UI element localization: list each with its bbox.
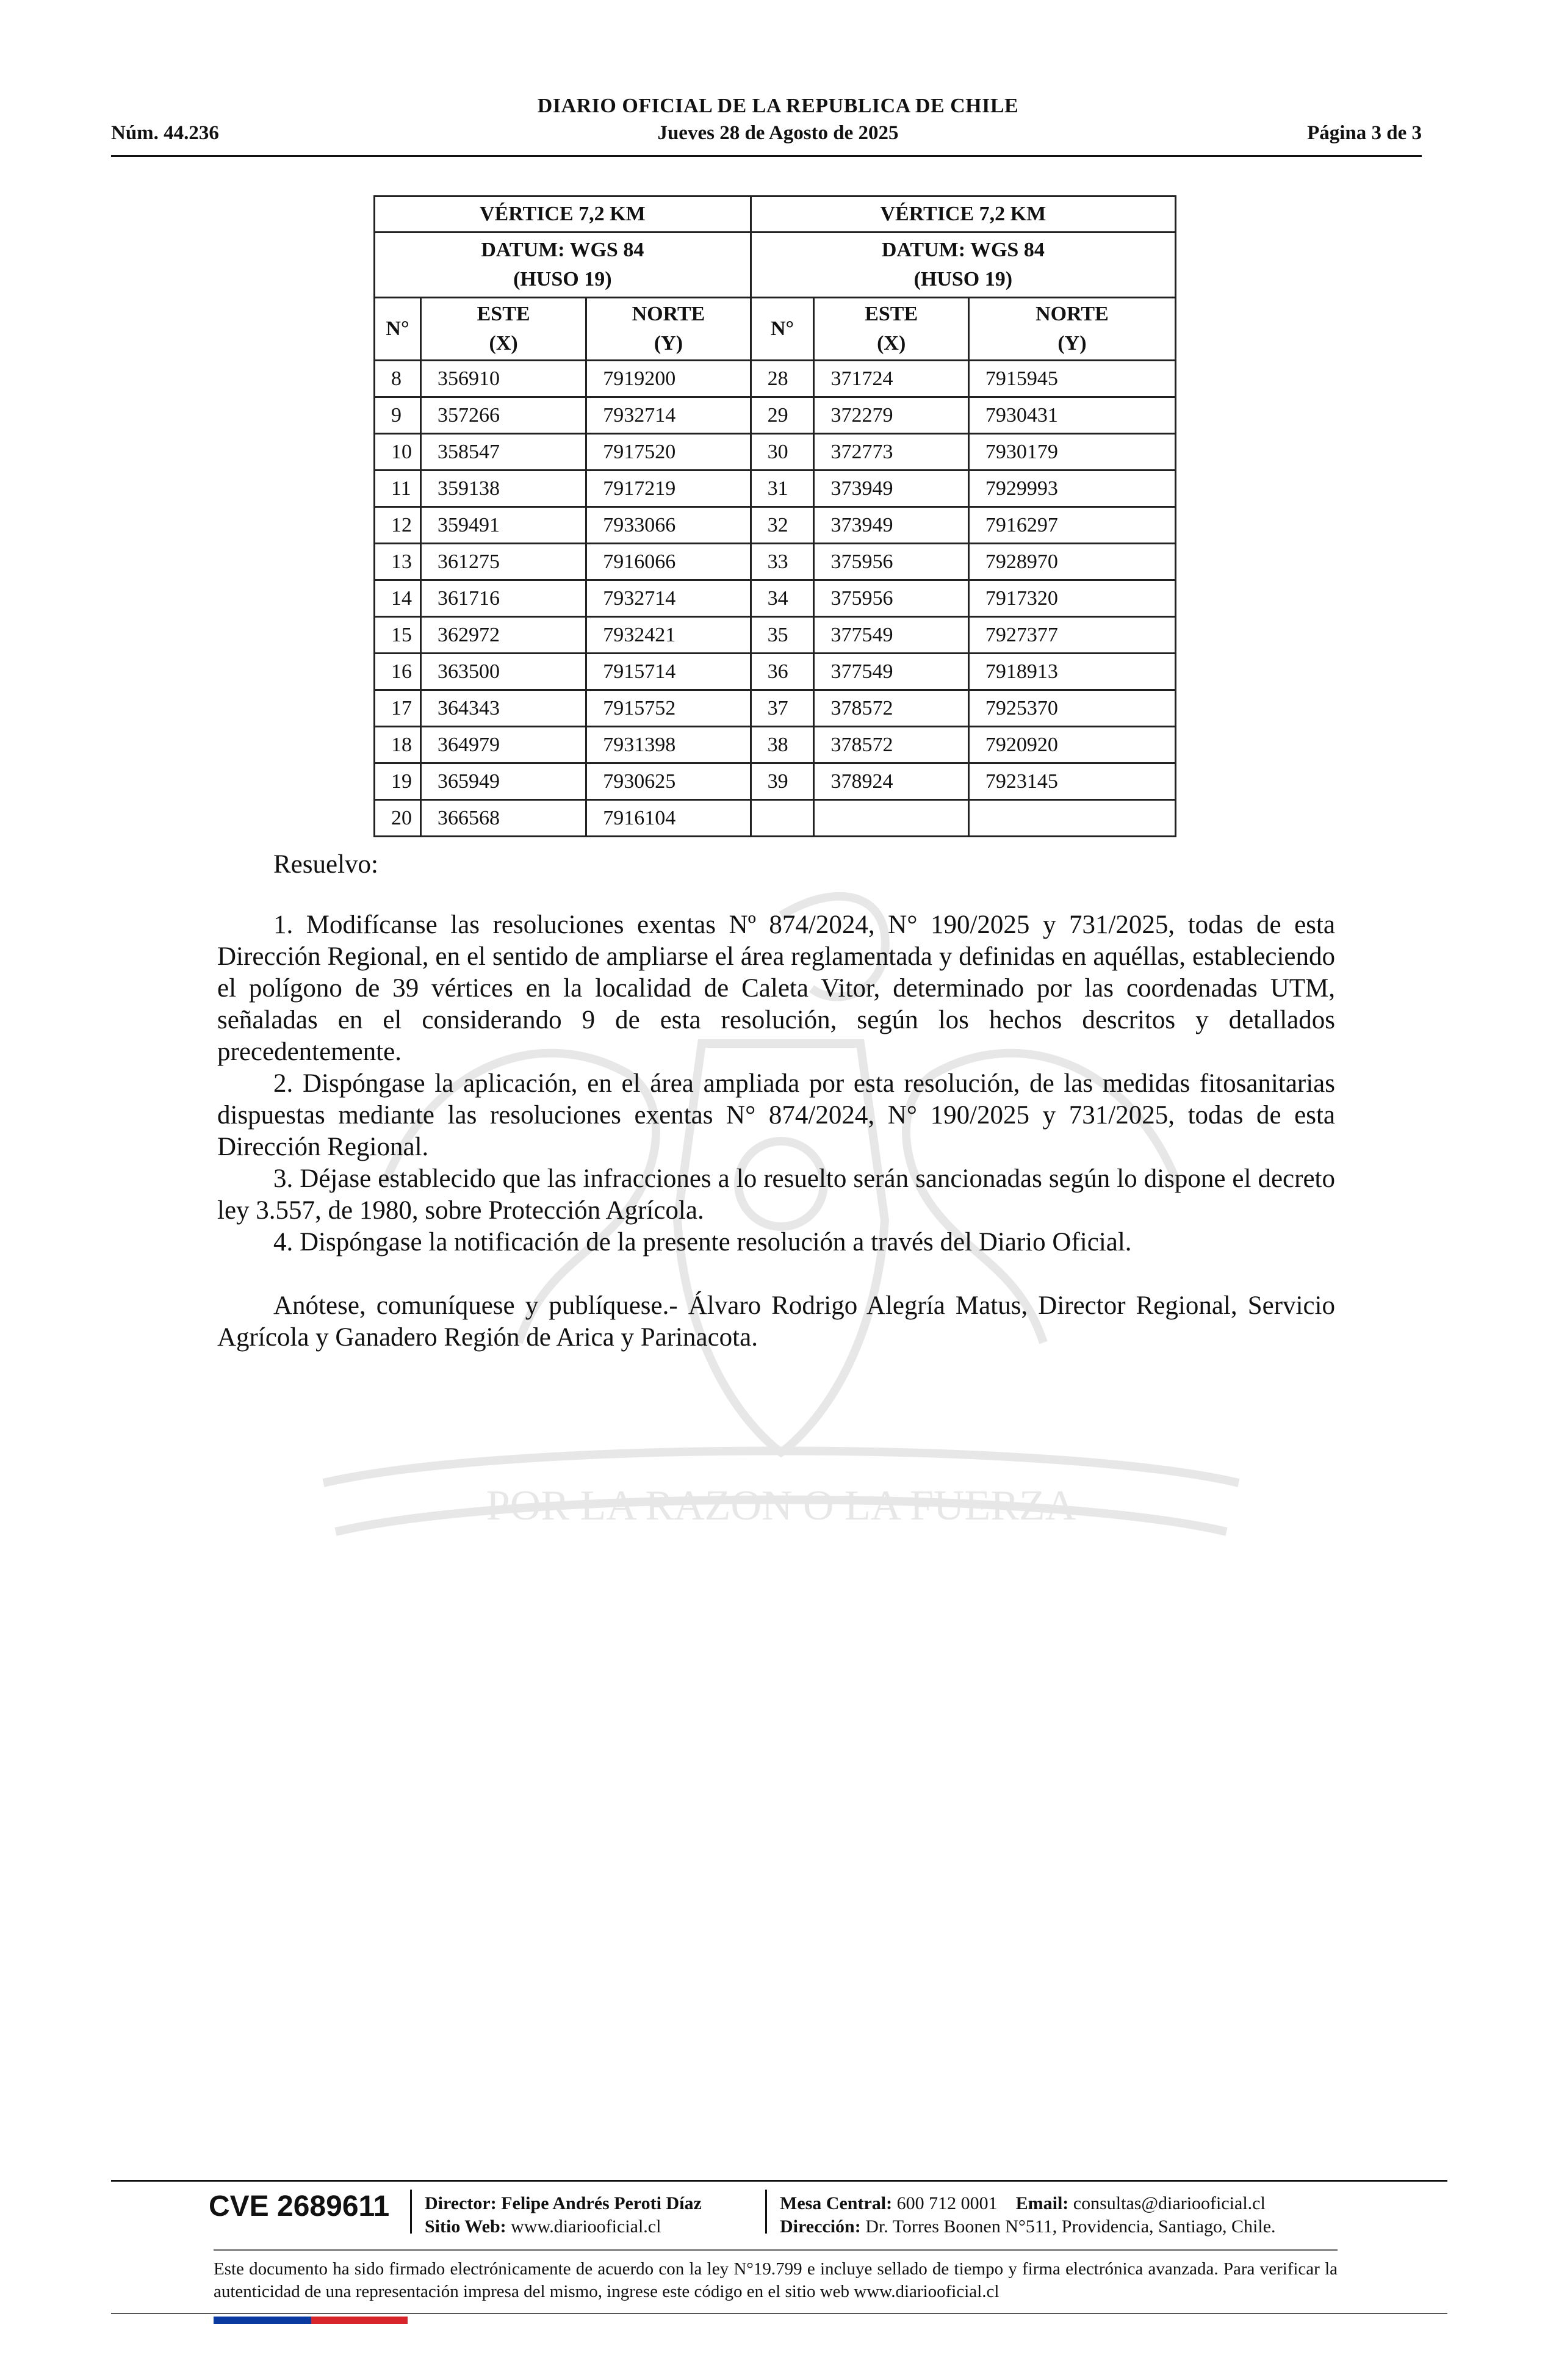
table-row: 15 362972 7932421 35 377549 7927377 xyxy=(375,617,1176,654)
table-row: 18 364979 7931398 38 378572 7920920 xyxy=(375,727,1176,763)
table-row: 8 356910 7919200 28 371724 7915945 xyxy=(375,361,1176,397)
resuelvo-heading: Resuelvo: xyxy=(273,850,378,879)
publication-title: DIARIO OFICIAL DE LA REPUBLICA DE CHILE xyxy=(537,95,1019,117)
header-divider xyxy=(111,155,1422,157)
col-norte-header: NORTE (Y) xyxy=(586,298,751,361)
left-block-header xyxy=(375,197,751,233)
footer-separator xyxy=(765,2190,767,2234)
page-indicator: Página 3 de 3 xyxy=(1307,122,1422,144)
website-link[interactable]: www.diariooficial.cl xyxy=(511,2216,661,2237)
article-4: 4. Dispóngase la notificación de la presente resolución a través del Diario Oficial. xyxy=(273,1228,1132,1257)
table-row: 9 357266 7932714 29 372279 7930431 xyxy=(375,397,1176,434)
table-row: 13 361275 7916066 33 375956 7928970 xyxy=(375,544,1176,580)
block-title: VÉRTICE 7,2 KM xyxy=(479,203,646,225)
signature-paragraph: Anótese, comuníquese y publíquese.- Álvaro Rodrigo Alegría Matus, Director Regional, Servicio Agrícola y Ganadero Región de Arica y Parinacota. xyxy=(217,1291,1335,1352)
director-name: Felipe Andrés Peroti Díaz xyxy=(501,2193,702,2213)
email-link[interactable]: consultas@diariooficial.cl xyxy=(1073,2193,1266,2213)
table-row: 11 359138 7917219 31 373949 7929993 xyxy=(375,471,1176,507)
table-row: 17 364343 7915752 37 378572 7925370 xyxy=(375,690,1176,727)
address: Dr. Torres Boonen N°511, Providencia, Santiago, Chile. xyxy=(865,2216,1276,2237)
col-este-header: ESTE (X) xyxy=(420,298,586,361)
table-row: 12 359491 7933066 32 373949 7916297 xyxy=(375,507,1176,544)
footer-director-block: Director: Felipe Andrés Peroti Díaz Sitio Web: www.diariooficial.cl xyxy=(425,2193,702,2237)
right-block-header xyxy=(751,197,1175,233)
block-title: VÉRTICE 7,2 KM xyxy=(880,203,1046,225)
table-row: 14 361716 7932714 34 375956 7917320 xyxy=(375,580,1176,617)
article-3: 3. Déjase establecido que las infracciones a lo resuelto serán sancionadas según lo dispone el decreto ley 3.557, de 1980, sobre Protección Agrícola. xyxy=(217,1164,1335,1225)
huso-label: (HUSO 19) xyxy=(913,268,1013,290)
legal-notice: Este documento ha sido firmado electrónicamente de acuerdo con la ley N°19.799 e incluye sellado de tiempo y firma electrónica avanzada. Para verificar la autenticidad de una representación impresa del mismo, ingrese este código en el sitio web www.diariooficial.cl xyxy=(214,2259,1338,2301)
vertices-table xyxy=(373,195,1176,837)
article-2: 2. Dispóngase la aplicación, en el área ampliada por esta resolución, de las medidas fitosanitarias dispuestas mediante las resoluciones exentas N° 874/2024, N° 190/2025 y 731/2025, todas de esta Dirección Regional. xyxy=(217,1069,1335,1161)
datum-label: DATUM: WGS 84 xyxy=(481,239,644,261)
huso-label: (HUSO 19) xyxy=(513,268,612,290)
col-number-header: N° xyxy=(751,298,814,361)
phone-number: 600 712 0001 xyxy=(896,2193,998,2213)
footer-separator xyxy=(410,2190,412,2234)
issue-number: Núm. 44.236 xyxy=(111,122,219,144)
table-row: 20 366568 7916104 xyxy=(375,800,1176,837)
watermark-motto: POR LA RAZON O LA FUERZA xyxy=(486,1482,1076,1529)
table-row: 16 363500 7915714 36 377549 7918913 xyxy=(375,654,1176,690)
col-este-header: ESTE (X) xyxy=(814,298,968,361)
footer-contact-block: Mesa Central: 600 712 0001 Email: consultas@diariooficial.cl Dirección: Dr. Torres Boonen N°511, Providencia, Santiago, Chile. xyxy=(780,2193,1276,2237)
footer-divider xyxy=(111,2180,1447,2182)
cve-code: CVE 2689611 xyxy=(209,2190,390,2223)
flag-stripe-red xyxy=(311,2317,408,2324)
col-norte-header: NORTE (Y) xyxy=(968,298,1175,361)
table-row: 19 365949 7930625 39 378924 7923145 xyxy=(375,763,1176,800)
issue-date: Jueves 28 de Agosto de 2025 xyxy=(657,122,899,144)
flag-stripe-blue xyxy=(214,2317,311,2324)
table-row: 10 358547 7917520 30 372773 7930179 xyxy=(375,434,1176,471)
datum-label: DATUM: WGS 84 xyxy=(881,239,1045,261)
footer-inner-divider xyxy=(214,2249,1338,2251)
footer-bottom-divider xyxy=(111,2313,1447,2314)
article-1: 1. Modifícanse las resoluciones exentas Nº 874/2024, N° 190/2025 y 731/2025, todas de esta Dirección Regional, en el sentido de ampliarse el área reglamentada y definidas en aquéllas, estableciendo el polígono de 39 vértices en la localidad de Caleta Vitor, determinado por las coordenadas UTM, señaladas en el considerando 9 de esta resolución, según los hechos descritos y detallados precedentemente. xyxy=(217,911,1335,1066)
resolution-body xyxy=(217,909,1335,1354)
col-number-header: N° xyxy=(375,298,421,361)
